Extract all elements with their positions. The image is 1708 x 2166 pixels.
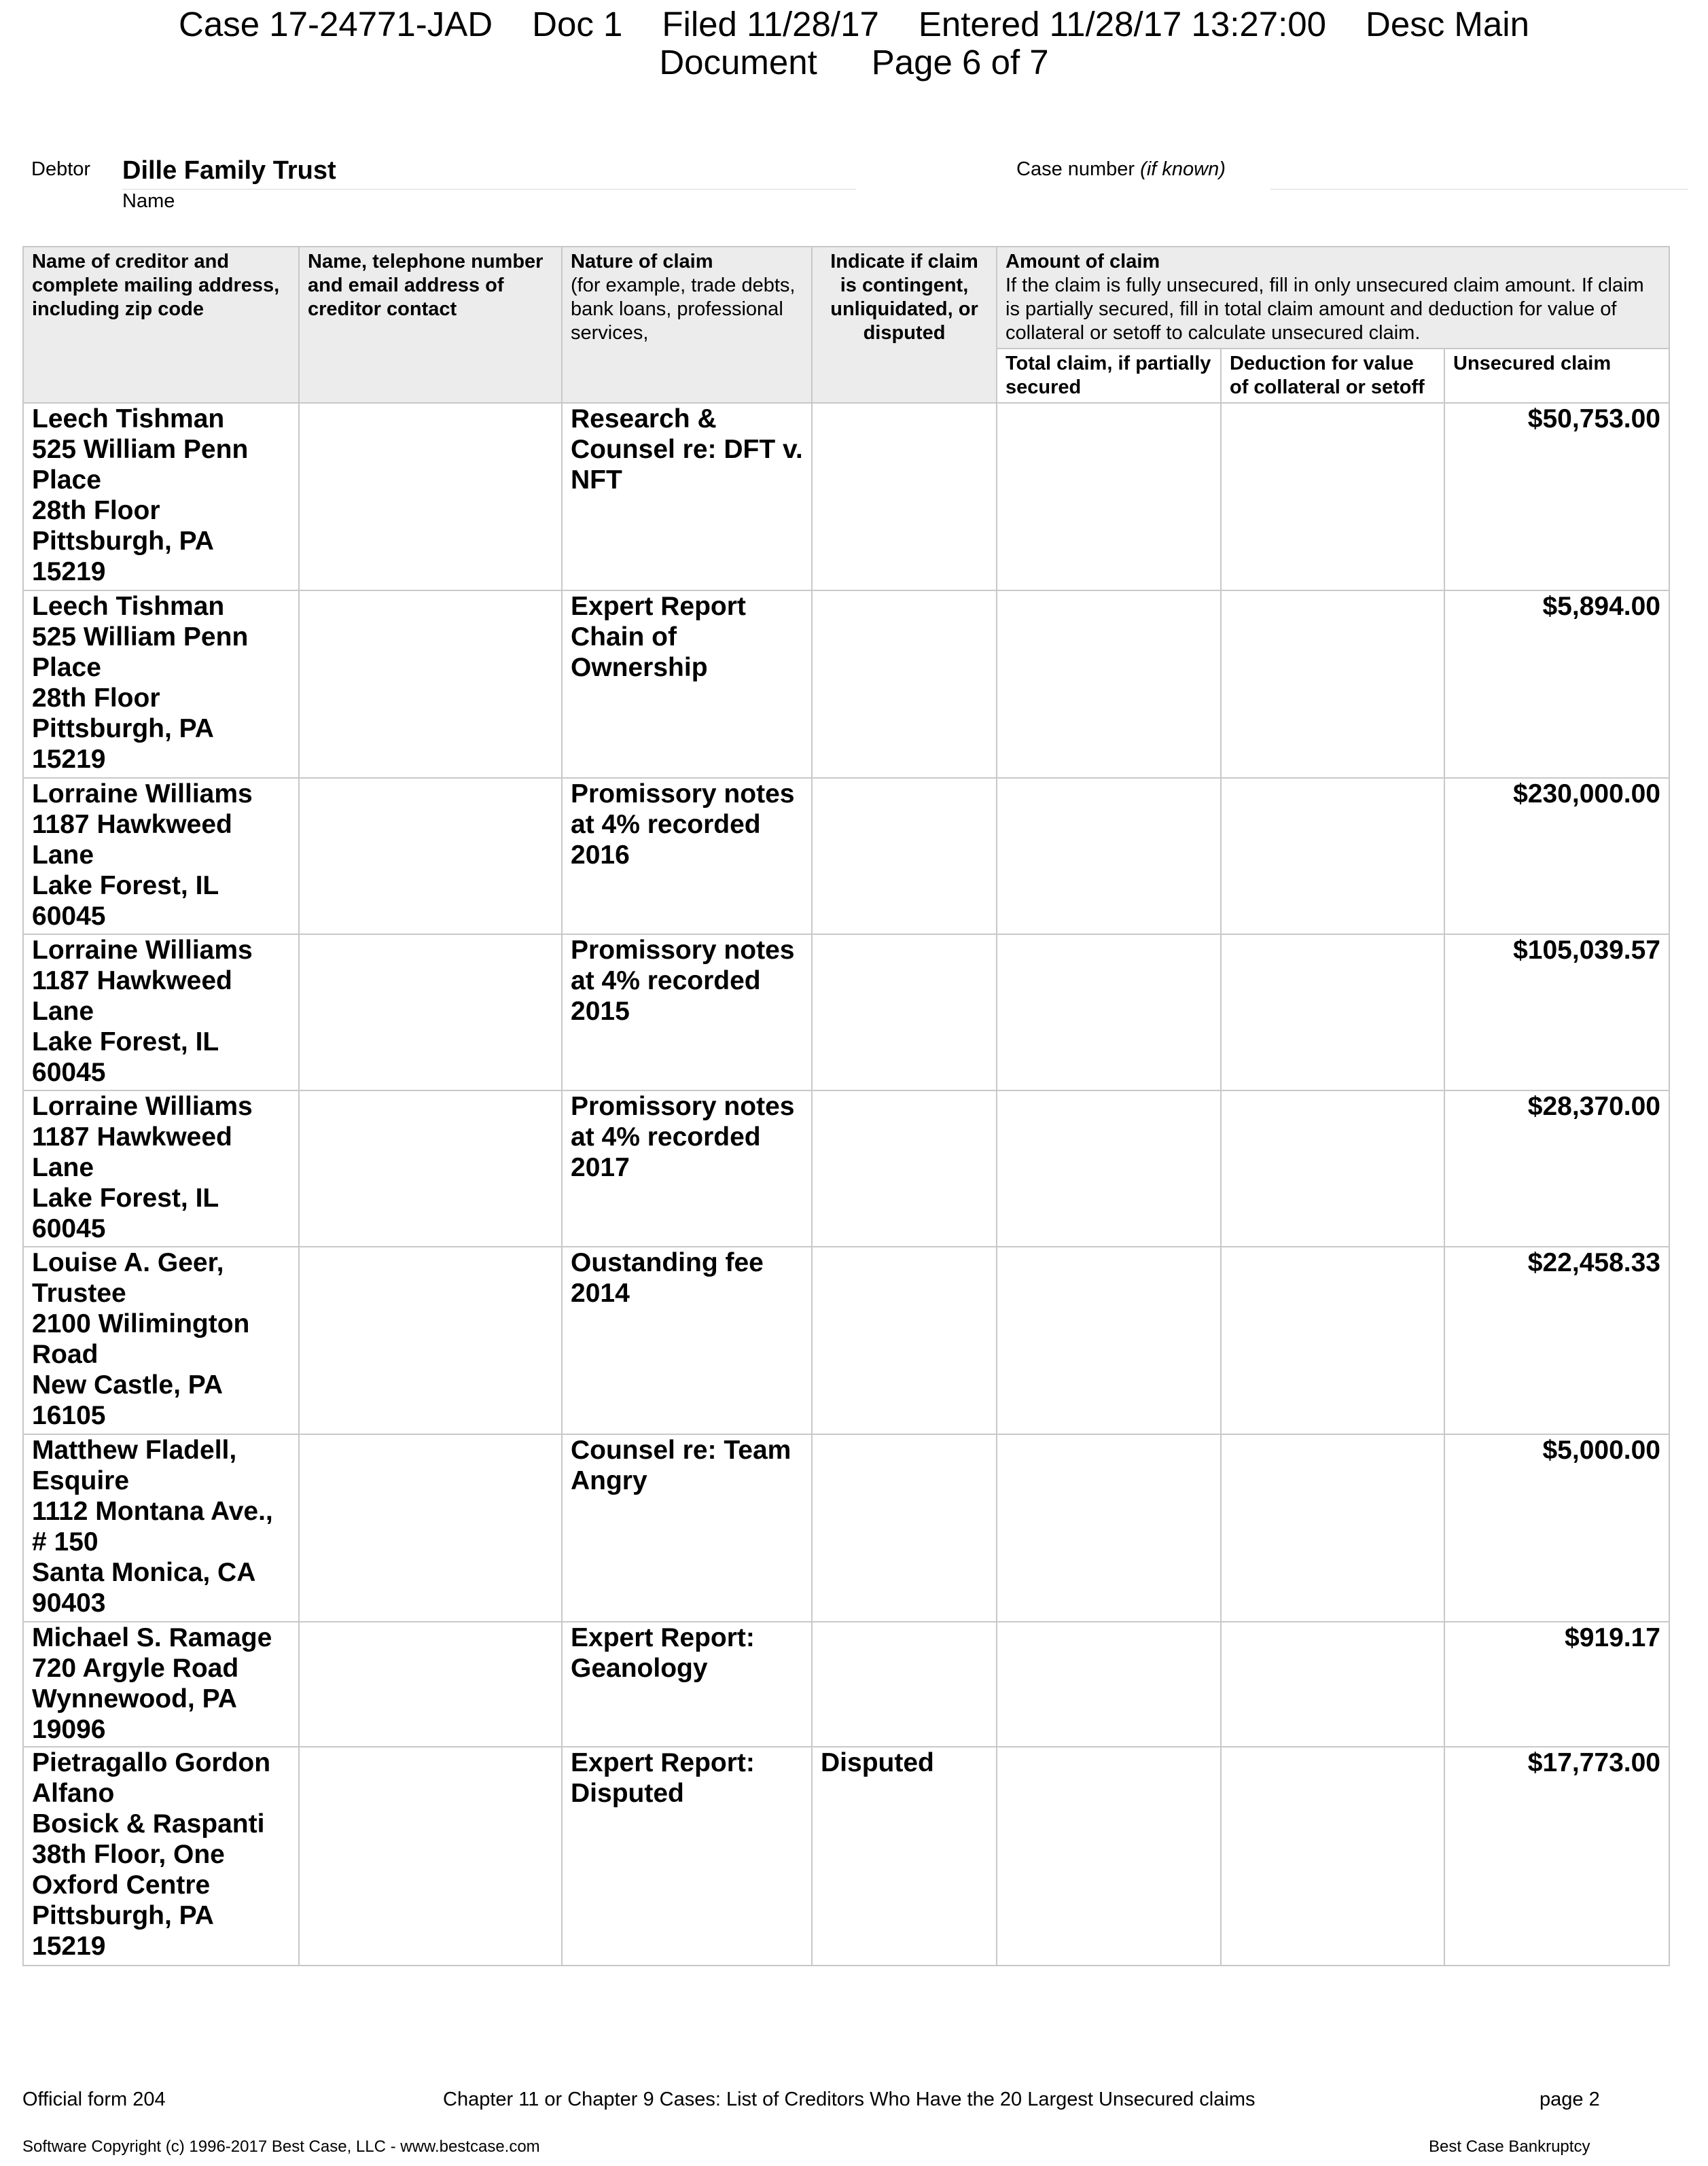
creditor-line: 90403 — [32, 1588, 106, 1618]
header-deduction: Deduction for value of collateral or setoff — [1221, 349, 1444, 403]
unsecured-amount: $22,458.33 — [1527, 1248, 1660, 1277]
header-amount-title: Amount of claim — [1006, 251, 1160, 272]
creditor-line: Bosick & Raspanti — [32, 1809, 265, 1839]
creditor-cell — [23, 934, 299, 1090]
header-amount-desc: If the claim is fully unsecured, fill in only unsecured claim amount. If claim is partially secured, fill in total claim amount and deduction for value of collateral or setoff to calculate unsecured claim. — [1006, 274, 1644, 344]
contact-cell — [299, 590, 562, 778]
creditor-cell — [23, 1247, 299, 1434]
debtor-label: Debtor — [31, 158, 91, 180]
case-number-underline — [1270, 189, 1688, 190]
creditor-line: Leech Tishman — [32, 592, 225, 621]
creditor-line: 525 William Penn — [32, 435, 249, 464]
creditor-line: Pittsburgh, PA — [32, 527, 214, 556]
creditor-line: Place — [32, 465, 101, 495]
creditor-line: 1187 Hawkweed — [32, 810, 232, 839]
nature-line: Promissory notes — [571, 779, 795, 809]
deduction-cell — [1221, 1434, 1444, 1622]
deduction-cell — [1221, 590, 1444, 778]
table-row — [23, 934, 1669, 1090]
creditor-line: Alfano — [32, 1779, 115, 1808]
nature-line: Promissory notes — [571, 936, 795, 965]
nature-line: Ownership — [571, 653, 708, 682]
nature-line: Expert Report: — [571, 1748, 755, 1777]
stamp-line-2 — [0, 43, 1708, 82]
debtor-name-underline — [122, 189, 856, 190]
unsecured-cell — [1444, 590, 1669, 778]
total-claim-cell — [997, 934, 1221, 1090]
creditor-line: Lorraine Williams — [32, 779, 253, 809]
creditor-line: Lane — [32, 1153, 94, 1182]
indicate-cell — [812, 1434, 997, 1622]
deduction-cell — [1221, 1247, 1444, 1434]
table-row — [23, 1622, 1669, 1747]
nature-cell — [562, 1090, 812, 1247]
indicate-cell — [812, 1622, 997, 1747]
indicate-cell — [812, 778, 997, 934]
creditor-cell — [23, 1434, 299, 1622]
unsecured-cell — [1444, 778, 1669, 934]
creditor-line: Michael S. Ramage — [32, 1623, 272, 1652]
footer-copyright: Software Copyright (c) 1996-2017 Best Case, LLC - www.bestcase.com — [22, 2137, 540, 2156]
creditor-line: Oxford Centre — [32, 1870, 211, 1900]
footer-brand: Best Case Bankruptcy — [1429, 2137, 1590, 2156]
indicate-cell — [812, 590, 997, 778]
stamp-doc: Doc 1 — [532, 5, 623, 43]
unsecured-amount: $28,370.00 — [1527, 1092, 1660, 1121]
creditor-line: 525 William Penn — [32, 622, 249, 652]
indicate-value: Disputed — [821, 1748, 934, 1777]
unsecured-amount: $919.17 — [1565, 1623, 1660, 1652]
creditor-line: 60045 — [32, 1214, 106, 1243]
table-row — [23, 1747, 1669, 1966]
indicate-cell — [812, 1247, 997, 1434]
nature-cell — [562, 1622, 812, 1747]
creditor-line: 15219 — [32, 1932, 106, 1961]
creditor-line: 720 Argyle Road — [32, 1654, 239, 1683]
nature-line: 2014 — [571, 1279, 630, 1308]
nature-line: at 4% recorded — [571, 966, 761, 995]
nature-line: Counsel re: Team — [571, 1436, 791, 1465]
creditor-line: 60045 — [32, 1058, 106, 1087]
nature-line: Expert Report: — [571, 1623, 755, 1652]
deduction-cell — [1221, 403, 1444, 590]
case-number-label — [1016, 158, 1226, 181]
creditor-line: Wynnewood, PA — [32, 1684, 237, 1714]
debtor-name-caption: Name — [122, 190, 175, 212]
contact-cell — [299, 1747, 562, 1966]
creditor-line: 60045 — [32, 902, 106, 931]
stamp-entered: Entered 11/28/17 13:27:00 — [918, 5, 1327, 43]
creditor-line: Trustee — [32, 1279, 126, 1308]
table-row — [23, 1434, 1669, 1622]
creditor-line: Road — [32, 1340, 99, 1369]
creditor-line: Lorraine Williams — [32, 936, 253, 965]
header-nature — [562, 247, 812, 403]
total-claim-cell — [997, 403, 1221, 590]
unsecured-cell — [1444, 403, 1669, 590]
indicate-cell — [812, 1747, 997, 1966]
contact-cell — [299, 934, 562, 1090]
creditor-line: 16105 — [32, 1401, 106, 1430]
nature-line: at 4% recorded — [571, 1122, 761, 1152]
stamp-desc: Desc Main — [1366, 5, 1529, 43]
creditor-line: Pietragallo Gordon — [32, 1748, 271, 1777]
creditor-line: 28th Floor — [32, 683, 160, 713]
total-claim-cell — [997, 778, 1221, 934]
creditors-table — [22, 246, 1670, 1966]
creditor-line: Lane — [32, 997, 94, 1026]
deduction-cell — [1221, 778, 1444, 934]
stamp-case: Case 17-24771-JAD — [179, 5, 493, 43]
creditor-line: Leech Tishman — [32, 404, 225, 433]
table-row — [23, 1247, 1669, 1434]
creditor-line: Pittsburgh, PA — [32, 714, 214, 743]
table-row — [23, 403, 1669, 590]
total-claim-cell — [997, 1747, 1221, 1966]
nature-cell — [562, 1247, 812, 1434]
stamp-page: Page 6 of 7 — [871, 43, 1049, 82]
creditor-line: Lake Forest, IL — [32, 1027, 219, 1057]
nature-line: Oustanding fee — [571, 1248, 764, 1277]
footer-page-number: page 2 — [1540, 2089, 1600, 2110]
contact-cell — [299, 1247, 562, 1434]
total-claim-cell — [997, 1090, 1221, 1247]
nature-line: Expert Report — [571, 592, 746, 621]
creditor-line: 15219 — [32, 557, 106, 586]
nature-line: 2016 — [571, 840, 630, 870]
unsecured-amount: $5,000.00 — [1542, 1436, 1660, 1465]
header-contact: Name, telephone number and email address of creditor contact — [299, 247, 562, 403]
table-row — [23, 590, 1669, 778]
contact-cell — [299, 403, 562, 590]
table-row — [23, 778, 1669, 934]
nature-line: Disputed — [571, 1779, 684, 1808]
unsecured-amount: $5,894.00 — [1542, 592, 1660, 621]
total-claim-cell — [997, 1247, 1221, 1434]
creditor-line: Lake Forest, IL — [32, 871, 219, 900]
creditor-line: Lane — [32, 840, 94, 870]
total-claim-cell — [997, 590, 1221, 778]
creditor-line: 28th Floor — [32, 496, 160, 525]
deduction-cell — [1221, 1747, 1444, 1966]
nature-line: Counsel re: DFT v. — [571, 435, 803, 464]
header-nature-desc: (for example, trade debts, bank loans, professional services, — [571, 274, 796, 344]
header-total-claim: Total claim, if partially secured — [997, 349, 1221, 403]
deduction-cell — [1221, 1090, 1444, 1247]
header-unsecured: Unsecured claim — [1444, 349, 1669, 403]
creditor-line: # 150 — [32, 1527, 99, 1557]
creditor-line: Pittsburgh, PA — [32, 1901, 214, 1930]
creditor-cell — [23, 1747, 299, 1966]
creditor-line: 15219 — [32, 745, 106, 774]
contact-cell — [299, 1090, 562, 1247]
unsecured-amount: $230,000.00 — [1513, 779, 1660, 809]
header-creditor: Name of creditor and complete mailing address, including zip code — [23, 247, 299, 403]
case-header-stamp — [0, 5, 1708, 82]
unsecured-cell — [1444, 1622, 1669, 1747]
creditor-cell — [23, 403, 299, 590]
deduction-cell — [1221, 934, 1444, 1090]
creditor-line: Lorraine Williams — [32, 1092, 253, 1121]
creditor-line: 38th Floor, One — [32, 1840, 225, 1869]
creditor-line: 2100 Wilimington — [32, 1309, 250, 1338]
creditor-cell — [23, 1622, 299, 1747]
creditor-line: Esquire — [32, 1466, 130, 1495]
nature-line: 2017 — [571, 1153, 630, 1182]
header-amount — [997, 247, 1669, 349]
table-row — [23, 1090, 1669, 1247]
deduction-cell — [1221, 1622, 1444, 1747]
nature-cell — [562, 1747, 812, 1966]
creditor-line: Lake Forest, IL — [32, 1184, 219, 1213]
contact-cell — [299, 1622, 562, 1747]
creditor-line: 19096 — [32, 1715, 106, 1744]
nature-line: Angry — [571, 1466, 647, 1495]
creditor-line: Place — [32, 653, 101, 682]
indicate-cell — [812, 1090, 997, 1247]
nature-cell — [562, 1434, 812, 1622]
creditor-cell — [23, 778, 299, 934]
creditor-cell — [23, 590, 299, 778]
header-indicate: Indicate if claim is contingent, unliquidated, or disputed — [812, 247, 997, 403]
nature-line: 2015 — [571, 997, 630, 1026]
header-nature-title: Nature of claim — [571, 251, 713, 272]
creditor-line: 1187 Hawkweed — [32, 966, 232, 995]
nature-cell — [562, 778, 812, 934]
debtor-name: Dille Family Trust — [122, 156, 336, 185]
unsecured-amount: $50,753.00 — [1527, 404, 1660, 433]
contact-cell — [299, 1434, 562, 1622]
creditor-line: 1112 Montana Ave., — [32, 1497, 273, 1526]
contact-cell — [299, 778, 562, 934]
nature-line: NFT — [571, 465, 622, 495]
stamp-document: Document — [659, 43, 817, 82]
unsecured-cell — [1444, 1434, 1669, 1622]
unsecured-cell — [1444, 1090, 1669, 1247]
creditor-line: New Castle, PA — [32, 1370, 224, 1400]
case-number-hint: (if known) — [1140, 158, 1226, 180]
creditor-line: Louise A. Geer, — [32, 1248, 224, 1277]
nature-line: Geanology — [571, 1654, 708, 1683]
case-number-label-text: Case number — [1016, 158, 1135, 180]
indicate-cell — [812, 403, 997, 590]
nature-line: Promissory notes — [571, 1092, 795, 1121]
total-claim-cell — [997, 1434, 1221, 1622]
nature-cell — [562, 403, 812, 590]
unsecured-amount: $17,773.00 — [1527, 1748, 1660, 1777]
indicate-cell — [812, 934, 997, 1090]
creditor-cell — [23, 1090, 299, 1247]
footer-form-name: Official form 204 — [22, 2089, 166, 2110]
unsecured-amount: $105,039.57 — [1513, 936, 1660, 965]
creditor-line: 1187 Hawkweed — [32, 1122, 232, 1152]
total-claim-cell — [997, 1622, 1221, 1747]
creditor-line: Matthew Fladell, — [32, 1436, 237, 1465]
creditor-line: Santa Monica, CA — [32, 1558, 256, 1587]
nature-line: Research & — [571, 404, 717, 433]
stamp-filed: Filed 11/28/17 — [662, 5, 879, 43]
footer-form-title: Chapter 11 or Chapter 9 Cases: List of Creditors Who Have the 20 Largest Unsecured claims — [443, 2089, 1256, 2110]
unsecured-cell — [1444, 1247, 1669, 1434]
nature-cell — [562, 590, 812, 778]
nature-line: at 4% recorded — [571, 810, 761, 839]
creditors-body — [23, 403, 1669, 1966]
nature-cell — [562, 934, 812, 1090]
unsecured-cell — [1444, 934, 1669, 1090]
stamp-line-1 — [0, 5, 1708, 43]
nature-line: Chain of — [571, 622, 677, 652]
unsecured-cell — [1444, 1747, 1669, 1966]
